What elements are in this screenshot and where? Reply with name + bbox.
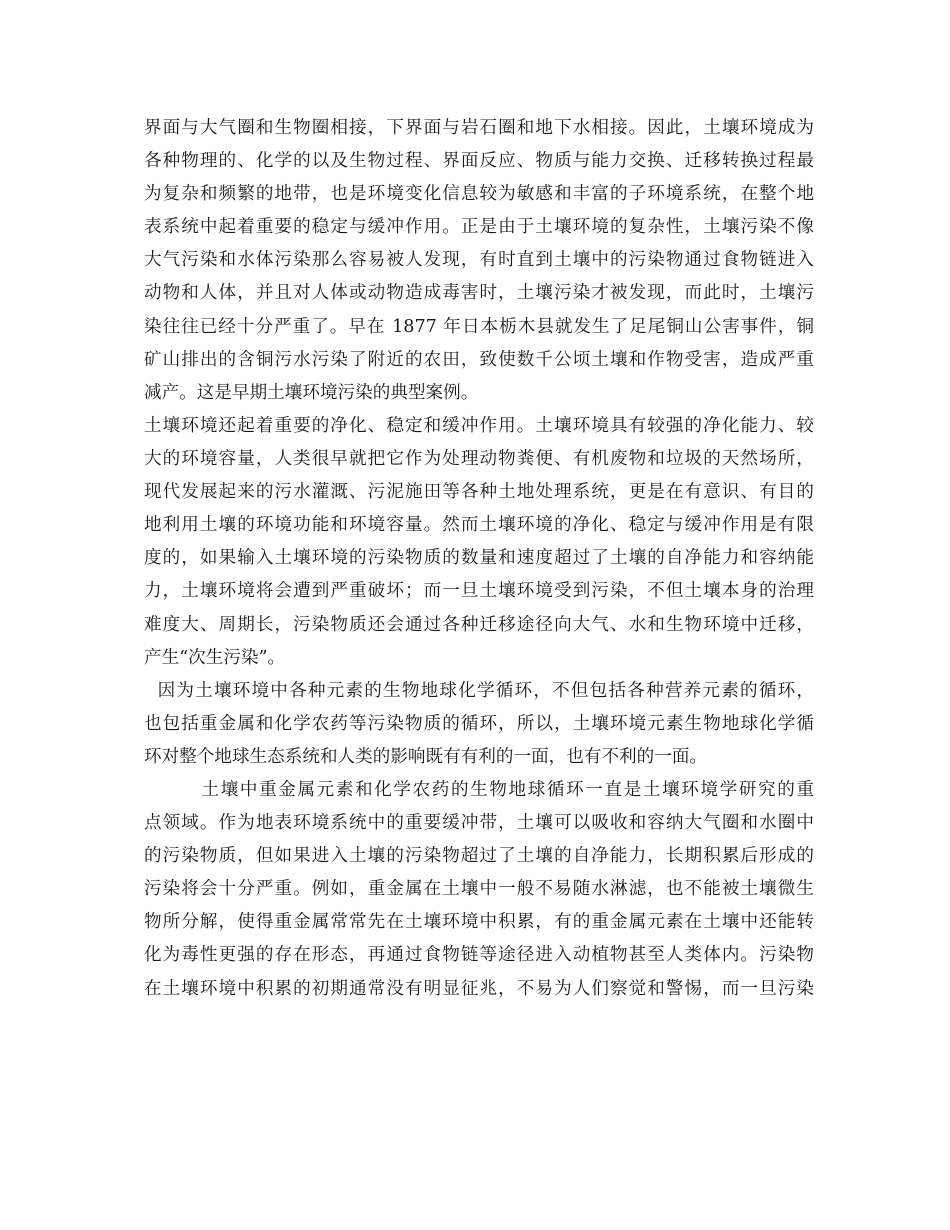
text-line: 点领域。作为地表环境系统中的重要缓冲带，土壤可以吸收和容纳大气圈和水圈中 [144, 813, 814, 834]
paragraph-4 [144, 774, 814, 1006]
text-line: 动物和人体，并且对人体或动物造成毒害时，土壤污染才被发现，而此时，土壤污 [144, 283, 814, 304]
text-line: 界面与大气圈和生物圈相接，下界面与岩石圈和地下水相接。因此，土壤环境成为 [144, 118, 814, 138]
paragraph-3 [144, 675, 814, 774]
text-line: 的污染物质，但如果进入土壤的污染物超过了土壤的自净能力，长期积累后形成的 [144, 846, 814, 867]
text-line: 大气污染和水体污染那么容易被人发现，有时直到土壤中的污染物通过食物链进入 [144, 250, 814, 271]
paragraph-2 [144, 410, 814, 675]
paragraph-1 [144, 112, 814, 410]
text-line: 化为毒性更强的存在形态，再通过食物链等途径进入动植物甚至人类体内。污染物 [144, 945, 814, 966]
text-line: 为复杂和频繁的地带，也是环境变化信息较为敏感和丰富的子环境系统，在整个地 [144, 184, 814, 205]
text-line: 环对整个地球生态系统和人类的影响既有有利的一面，也有不利的一面。 [144, 747, 708, 768]
text-line: 土壤中重金属元素和化学农药的生物地球循环一直是土壤环境学研究的重 [144, 780, 814, 800]
text-line: 度的，如果输入土壤环境的污染物质的数量和速度超过了土壤的自净能力和容纳能 [144, 548, 814, 569]
text-line: 污染将会十分严重。例如，重金属在土壤中一般不易随水淋滤，也不能被土壤微生 [144, 879, 814, 900]
text-line: 减产。这是早期土壤环境污染的典型案例。 [144, 382, 479, 403]
text-line: 矿山排出的含铜污水污染了附近的农田，致使数千公顷土壤和作物受害，造成严重 [144, 349, 814, 370]
text-line: 现代发展起来的污水灌溉、污泥施田等各种土地处理系统，更是在有意识、有目的 [144, 482, 814, 503]
text-line: 各种物理的、化学的以及生物过程、界面反应、物质与能力交换、迁移转换过程最 [144, 151, 814, 172]
text-line: 染往往已经十分严重了。早在 1877 年日本栃木县就发生了足尾铜山公害事件，铜 [144, 316, 814, 337]
text-line: 表系统中起着重要的稳定与缓冲作用。正是由于土壤环境的复杂性，土壤污染不像 [144, 217, 814, 238]
text-line: 大的环境容量，人类很早就把它作为处理动物粪便、有机废物和垃圾的天然场所， [144, 449, 814, 470]
text-line: 也包括重金属和化学农药等污染物质的循环，所以，土壤环境元素生物地球化学循 [144, 714, 814, 735]
text-line: 力，土壤环境将会遭到严重破坏；而一旦土壤环境受到污染，不但土壤本身的治理 [144, 581, 814, 602]
text-line: 产生“次生污染”。 [144, 647, 286, 668]
text-line: 地利用土壤的环境功能和环境容量。然而土壤环境的净化、稳定与缓冲作用是有限 [144, 515, 814, 536]
text-line: 因为土壤环境中各种元素的生物地球化学循环，不但包括各种营养元素的循环， [144, 681, 814, 701]
text-line: 难度大、周期长，污染物质还会通过各种迁移途径向大气、水和生物环境中迁移， [144, 614, 814, 635]
text-line: 在土壤环境中积累的初期通常没有明显征兆，不易为人们察觉和警惕，而一旦污染 [144, 978, 814, 999]
text-line: 物所分解，使得重金属常常先在土壤环境中积累，有的重金属元素在土壤中还能转 [144, 912, 814, 933]
text-line: 土壤环境还起着重要的净化、稳定和缓冲作用。土壤环境具有较强的净化能力、较 [144, 416, 814, 436]
